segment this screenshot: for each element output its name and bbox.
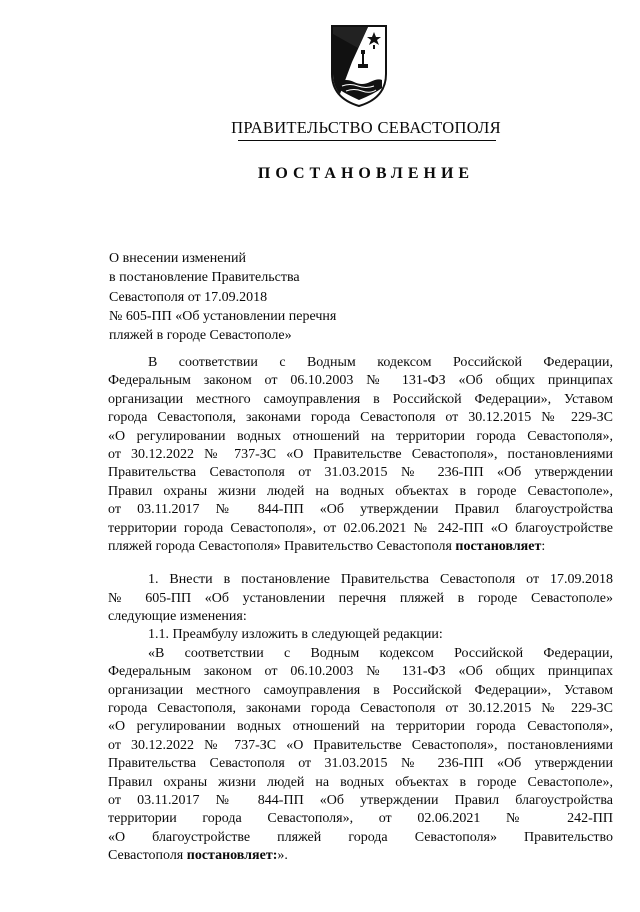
paragraph-line: № 605-ПП «Об установлении перечня пляжей в городе Севастополе» bbox=[108, 590, 613, 606]
document-type: ПОСТАНОВЛЕНИЕ bbox=[257, 165, 475, 182]
line-punct: ». bbox=[277, 848, 288, 864]
subject-line: О внесении изменений bbox=[109, 251, 246, 266]
paragraph-line: 1. Внести в постановление Правительства Севастополя от 17.09.2018 bbox=[148, 572, 613, 588]
coat-of-arms-icon bbox=[328, 24, 390, 108]
paragraph-line: Правительства Севастополя от 31.03.2015 № 236-ПП «Об утверждении bbox=[108, 756, 613, 772]
title-underline bbox=[238, 140, 496, 141]
subject-line: пляжей в городе Севастополе» bbox=[109, 328, 292, 344]
subject-line: в постановление Правительства bbox=[109, 270, 300, 286]
paragraph-line: В соответствии с Водным кодексом Российской Федерации, bbox=[148, 355, 613, 370]
paragraph-line: «В соответствии с Водным кодексом Российской Федерации, bbox=[148, 645, 613, 661]
resolves-keyword: постановляет: bbox=[186, 848, 278, 864]
paragraph-line bbox=[108, 538, 613, 556]
paragraph-line: Федеральным законом от 06.10.2003 № 131-ФЗ «Об общих принципах bbox=[108, 373, 613, 389]
document-body bbox=[108, 354, 613, 866]
paragraph-line: Правил охраны жизни людей на водных объектах в городе Севастополе», bbox=[108, 774, 613, 790]
paragraph-heading: 1.1. Преамбулу изложить в следующей редакции: bbox=[148, 627, 443, 643]
paragraph-line: организации местного самоуправления в Российской Федерации», Уставом bbox=[108, 391, 613, 407]
paragraph-line: территории города Севастополя», от 02.06.2021 № 242-ПП bbox=[108, 811, 613, 827]
paragraph-line: Федеральным законом от 06.10.2003 № 131-ФЗ «Об общих принципах bbox=[108, 664, 613, 680]
item-1-1-paragraph bbox=[108, 626, 613, 865]
resolves-keyword: постановляет bbox=[455, 538, 542, 554]
paragraph-line: Правил охраны жизни людей на водных объектах в городе Севастополе», bbox=[108, 483, 613, 499]
government-name: ПРАВИТЕЛЬСТВО СЕВАСТОПОЛЯ bbox=[231, 118, 501, 137]
subject-line: № 605-ПП «Об установлении перечня bbox=[109, 308, 337, 324]
paragraph-line: «О благоустройстве пляжей города Севастополя» Правительство bbox=[108, 829, 613, 845]
paragraph-line: Правительства Севастополя от 31.03.2015 № 236-ПП «Об утверждении bbox=[108, 465, 613, 481]
paragraph-line: города Севастополя, законами города Севастополя от 30.12.2015 № 229-ЗС bbox=[108, 701, 613, 717]
preamble-paragraph bbox=[108, 354, 613, 556]
paragraph-line bbox=[108, 847, 613, 865]
item-1-paragraph bbox=[108, 571, 613, 626]
line-text: Севастополя bbox=[108, 848, 184, 864]
paragraph-line: следующие изменения: bbox=[108, 609, 247, 625]
paragraph-line: «О регулировании водных отношений на территории города Севастополя», bbox=[108, 428, 613, 444]
subject-line: Севастополя от 17.09.2018 bbox=[109, 289, 268, 305]
paragraph-line: «О регулировании водных отношений на территории города Севастополя», bbox=[108, 719, 613, 735]
document-subject bbox=[109, 249, 409, 345]
line-punct: : bbox=[541, 538, 546, 554]
paragraph-line: города Севастополя, законами города Севастополя от 30.12.2015 № 229-ЗС bbox=[108, 410, 613, 426]
paragraph-line: от 30.12.2022 № 737-ЗС «О Правительстве Севастополя», постановлениями bbox=[108, 446, 613, 462]
line-text: пляжей города Севастополя» Правительство Севастополя bbox=[108, 538, 452, 554]
paragraph-line: организации местного самоуправления в Российской Федерации», Уставом bbox=[108, 682, 613, 698]
paragraph-line: от 30.12.2022 № 737-ЗС «О Правительстве Севастополя», постановлениями bbox=[108, 737, 613, 753]
paragraph-line: от 03.11.2017 № 844-ПП «Об утверждении Правил благоустройства bbox=[108, 502, 613, 518]
paragraph-line: территории города Севастополя», от 02.06.2021 № 242-ПП «О благоустройстве bbox=[108, 520, 613, 536]
paragraph-line: от 03.11.2017 № 844-ПП «Об утверждении Правил благоустройства bbox=[108, 792, 613, 808]
